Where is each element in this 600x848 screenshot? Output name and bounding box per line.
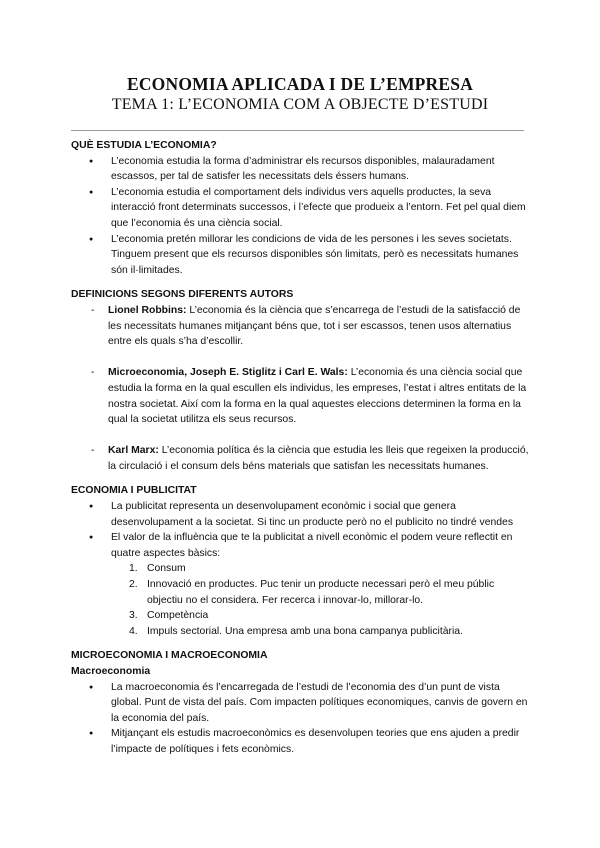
section-heading-que-estudia: QUÈ ESTUDIA L’ECONOMIA?: [71, 140, 217, 151]
definition-text: L’economia és la ciència que s’encarrega de l’estudi de la satisfacció de les necessitats humanes mitjançant béns que, tot i ser escassos, tenen usos alternatius entre els quals s’ha d’escollir.: [108, 304, 521, 348]
title-divider: [71, 130, 524, 131]
definition-text: L’economia política és la ciència que estudia les lleis que regeixen la producció, la circulació i el consum dels béns materials que satisfan les necessitats humanes.: [108, 445, 529, 472]
numbered-item: 3. Competència: [129, 610, 209, 622]
definitions-list: [71, 303, 531, 475]
definition-item: [71, 443, 531, 474]
numbered-item: 2. Innovació en productes. Puc tenir un producte necessari però el meu públic objectiu no el considera. Fer recerca i innovar-lo, millorar-lo.: [129, 579, 495, 606]
list-item: ● L’economia pretén millorar les condicions de vida de les persones i les seves societats. Tinguem present que els recursos disponibles són limitats, però es necessitats humanes són il·limitades.: [71, 232, 531, 279]
bullet-list: [71, 499, 531, 639]
list-item: ● La macroeconomia és l’encarregada de l’estudi de l’economia des d’un punt de vista global. Punt de vista del país. Com impacten polítiques economiques, canvis de govern en la economia del país.: [71, 680, 531, 727]
subsection-heading-macroeconomia: Macroeconomia: [71, 666, 151, 677]
bullet-list: [71, 680, 531, 758]
numbered-item: 1. Consum: [129, 563, 186, 575]
list-item-text: El valor de la influència que te la publicitat a nivell econòmic el podem veure reflectit en quatre aspectes bàsics:: [111, 532, 513, 559]
document-subtitle: TEMA 1: L’ECONOMIA COM A OBJECTE D’ESTUDI: [111, 96, 489, 113]
document-body: [71, 138, 531, 758]
list-item: [71, 530, 531, 639]
author-name: Microeconomia, Joseph E. Stiglitz i Carl E. Wals:: [108, 367, 348, 379]
author-name: Karl Marx:: [108, 445, 159, 457]
section-heading-publicitat: ECONOMIA I PUBLICITAT: [71, 485, 197, 497]
numbered-item: 4. Impuls sectorial. Una empresa amb una bona campanya publicitària.: [129, 625, 463, 637]
author-name: Lionel Robbins:: [108, 304, 187, 316]
list-item: ● La publicitat representa un desenvolupament econòmic i social que genera desenvolupament a la societat. Si tinc un producte però no el publicito no tindré vendes: [71, 499, 531, 530]
bullet-list: [71, 154, 531, 279]
definition-item: [71, 365, 531, 427]
section-heading-definicions: DEFINICIONS SEGONS DIFERENTS AUTORS: [71, 289, 294, 301]
definition-item: [71, 303, 531, 350]
list-item: ● L’economia estudia el comportament dels individus vers aquells productes, la seva interacció front determinats successos, i l’efecte que produeix a l’entorn. Fet pel qual diem que l’economia és una ciència social.: [71, 185, 531, 232]
list-item: ● Mitjançant els estudis macroeconòmics es desenvolupen teories que ens ajuden a predir l’impacte de polítiques i fets econòmics.: [71, 726, 531, 757]
numbered-list: [71, 561, 531, 639]
document-title: ECONOMIA APLICADA I DE L’EMPRESA: [126, 74, 474, 94]
definition-text: L’economia és una ciència social que estudia la forma en la qual escullen els individus, les empreses, l’estat i altres entitats de la nostra societat. Així com la forma en la qual aquestes eleccions determinen la forma en la qual la societat utilitza els seus recursos.: [108, 367, 527, 426]
list-item: ● L’economia estudia la forma d’administrar els recursos disponibles, malauradament escassos, per tal de satisfer les necessitats dels éssers humans.: [71, 154, 531, 185]
section-heading-micro-macro: MICROECONOMIA I MACROECONOMIA: [71, 650, 268, 662]
